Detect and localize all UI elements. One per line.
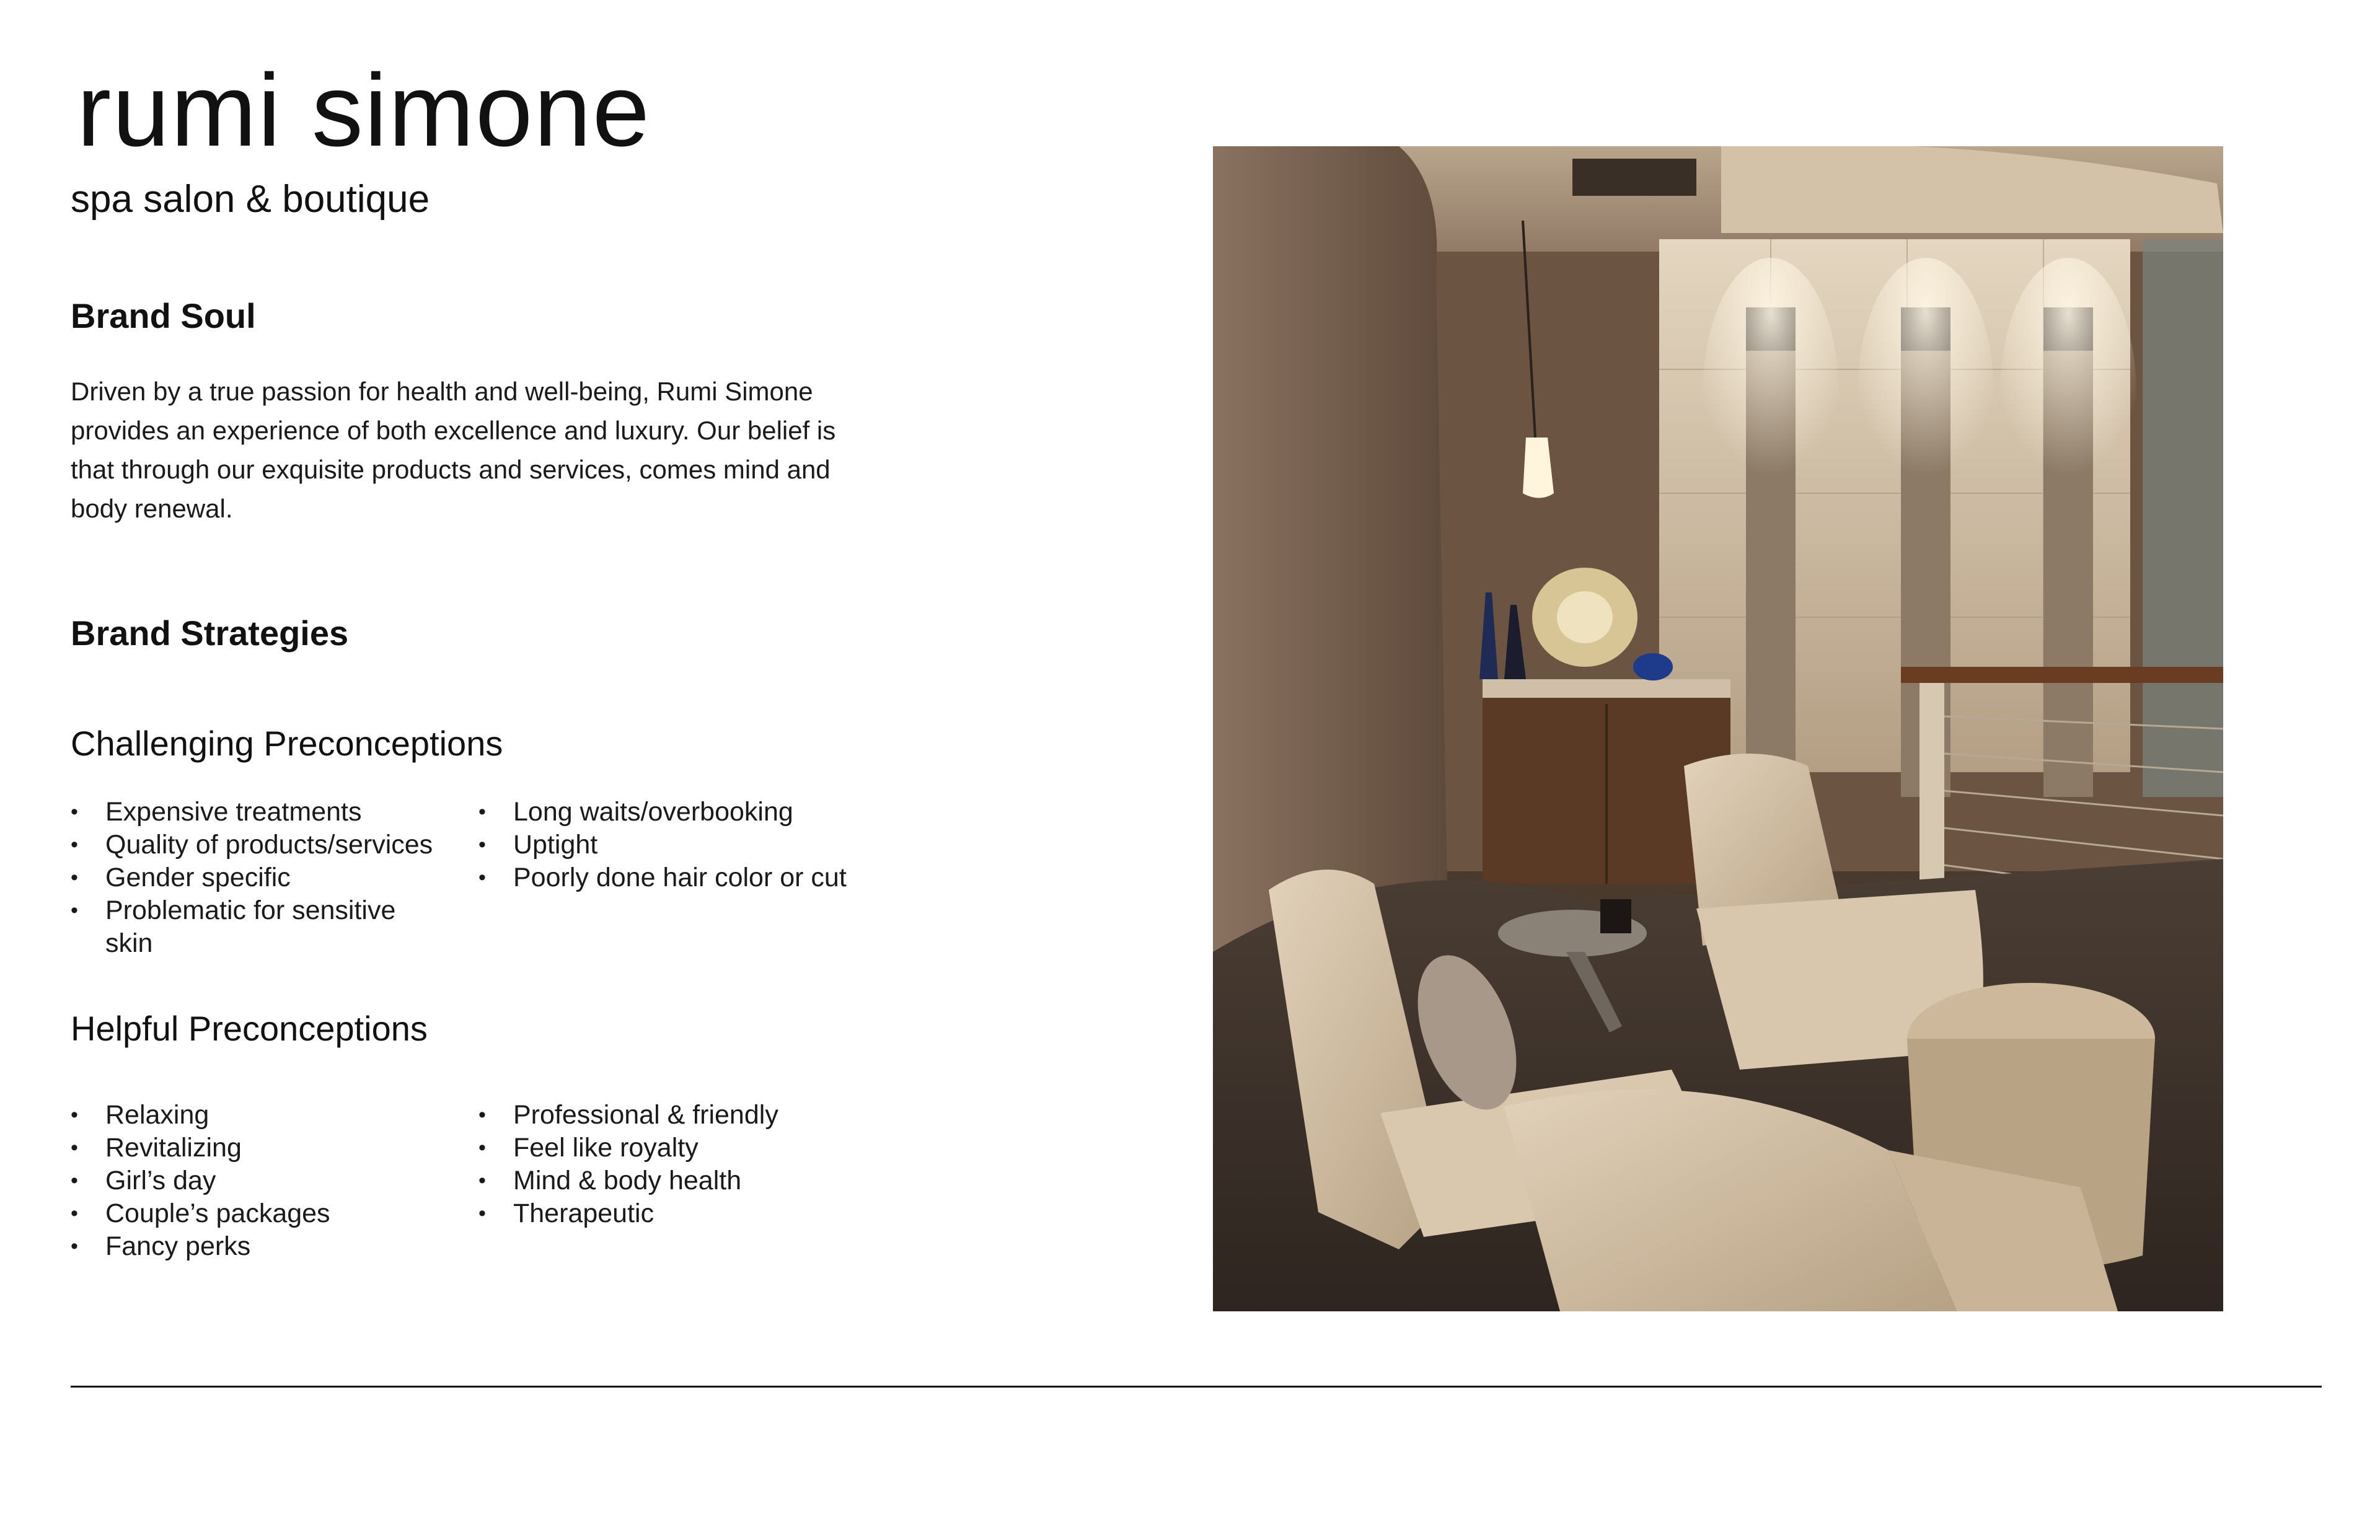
list-item: • Quality of products/services [71, 829, 478, 861]
list-item: • Problematic for sensitive skin [71, 894, 418, 960]
list-item: • Couple’s packages [71, 1197, 478, 1230]
list-item: • Relaxing [71, 1099, 478, 1132]
list-item: • Mind & body health [478, 1164, 912, 1197]
list-item: • Expensive treatments [71, 796, 478, 829]
brand-strategies-heading: Brand Strategies [71, 614, 349, 653]
list-item: • Long waits/overbooking [478, 796, 912, 829]
helpful-preconceptions-heading: Helpful Preconceptions [71, 1009, 428, 1048]
challenging-preconceptions-list [71, 796, 912, 960]
challenging-col-1 [71, 796, 478, 960]
list-item: • Uptight [478, 829, 912, 861]
brand-title: rumi simone [77, 53, 651, 168]
spa-lounge-illustration [1213, 146, 2223, 1311]
brand-tagline: spa salon & boutique [71, 178, 430, 221]
footer-divider [71, 1386, 2322, 1388]
challenging-preconceptions-heading: Challenging Preconceptions [71, 724, 503, 763]
list-item: • Revitalizing [71, 1132, 478, 1164]
brand-soul-heading: Brand Soul [71, 296, 256, 335]
spa-lounge-photo [1213, 146, 2223, 1311]
list-item: • Fancy perks [71, 1230, 478, 1263]
helpful-preconceptions-list [71, 1099, 912, 1263]
challenging-col-2 [478, 796, 912, 960]
list-item: • Girl’s day [71, 1164, 478, 1197]
list-item: • Therapeutic [478, 1197, 912, 1230]
brand-soul-paragraph: Driven by a true passion for health and well-being, Rumi Simone provides an experience of both excellence and luxury. Our belief is that through our exquisite products and services, comes mind and body renewal. [71, 377, 836, 523]
list-item: • Poorly done hair color or cut [478, 861, 912, 894]
helpful-col-1 [71, 1099, 478, 1263]
helpful-col-2 [478, 1099, 912, 1263]
list-item: • Gender specific [71, 861, 478, 894]
list-item: • Professional & friendly [478, 1099, 912, 1132]
list-item: • Feel like royalty [478, 1132, 912, 1164]
